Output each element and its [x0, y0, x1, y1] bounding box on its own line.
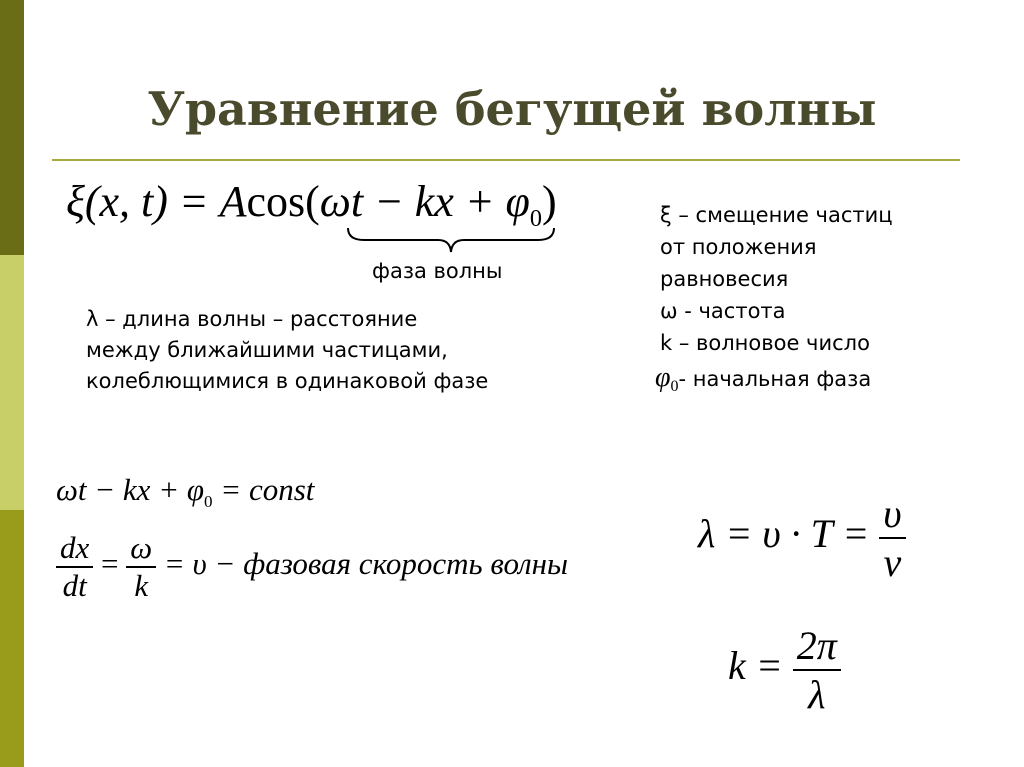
lambda-definition-line: колеблющимися в одинаковой фазе	[86, 369, 489, 393]
legend-phi	[655, 362, 871, 402]
phase-velocity-text: = υ − фазовая скорость волны	[163, 546, 569, 582]
legend-phi-subscript: 0	[670, 378, 679, 396]
fraction-numerator: 2π	[793, 622, 841, 671]
omega-k-fraction	[126, 530, 156, 604]
fraction-denominator: dt	[62, 568, 87, 603]
phase-brace	[346, 226, 556, 256]
wavelength-equation	[698, 490, 906, 586]
slide-title: Уравнение бегущей волны	[147, 82, 877, 136]
fraction-denominator: k	[134, 568, 149, 603]
fraction-numerator: υ	[879, 490, 905, 539]
wave-equation-phase-subscript: 0	[529, 204, 542, 232]
lambda-definition-line: λ – длина волны – расстояние	[86, 307, 418, 331]
legend-phi-text: - начальная фаза	[678, 367, 872, 391]
wavenumber-equation-left: k =	[728, 643, 783, 689]
fraction-denominator: λ	[808, 672, 826, 717]
lambda-definition	[86, 304, 488, 397]
legend-xi-line: равновесия	[660, 267, 789, 291]
wavelength-equation-left: λ = υ · T =	[698, 511, 870, 557]
lambda-definition-line: между ближайшими частицами,	[86, 338, 448, 362]
title-divider	[52, 159, 960, 161]
fraction-numerator: ω	[126, 530, 156, 568]
fraction-numerator: dx	[56, 530, 93, 568]
two-pi-lambda-fraction	[793, 622, 841, 718]
wavenumber-equation	[728, 622, 841, 718]
upsilon-nu-fraction	[879, 490, 905, 586]
wave-equation-phase: ωt − kx + φ	[319, 177, 530, 226]
accent-bar-bottom	[0, 510, 24, 767]
legend-phi-symbol: φ	[655, 362, 671, 393]
wave-equation-amplitude: A	[219, 177, 247, 226]
phase-velocity-equation: $\frac{dx}{dt}$ = $\frac{\omega}{k}$ = υ − фазовая скорость волны	[56, 530, 568, 604]
constant-phase-subscript: 0	[204, 492, 213, 512]
legend-k: k – волновое число	[660, 331, 870, 355]
symbol-legend	[660, 199, 893, 359]
wave-equation-cos: cos	[246, 177, 306, 226]
dx-dt-fraction	[56, 530, 93, 604]
legend-omega: ω - частота	[660, 299, 786, 323]
constant-phase-right: = const	[212, 472, 315, 507]
wave-equation: ξ(x, t) = Acos(ωt − kx + $\varphi_0$)	[66, 177, 557, 232]
constant-phase-equation	[56, 472, 314, 512]
fraction-denominator: ν	[883, 540, 902, 585]
wave-equation-lhs: ξ(x, t) =	[66, 177, 220, 226]
phase-label: фаза волны	[372, 259, 503, 283]
accent-bar-middle	[0, 255, 24, 510]
legend-xi-line: от положения	[660, 235, 817, 259]
constant-phase-left: ωt − kx + φ	[56, 472, 205, 507]
legend-xi-line: ξ – смещение частиц	[660, 203, 893, 227]
